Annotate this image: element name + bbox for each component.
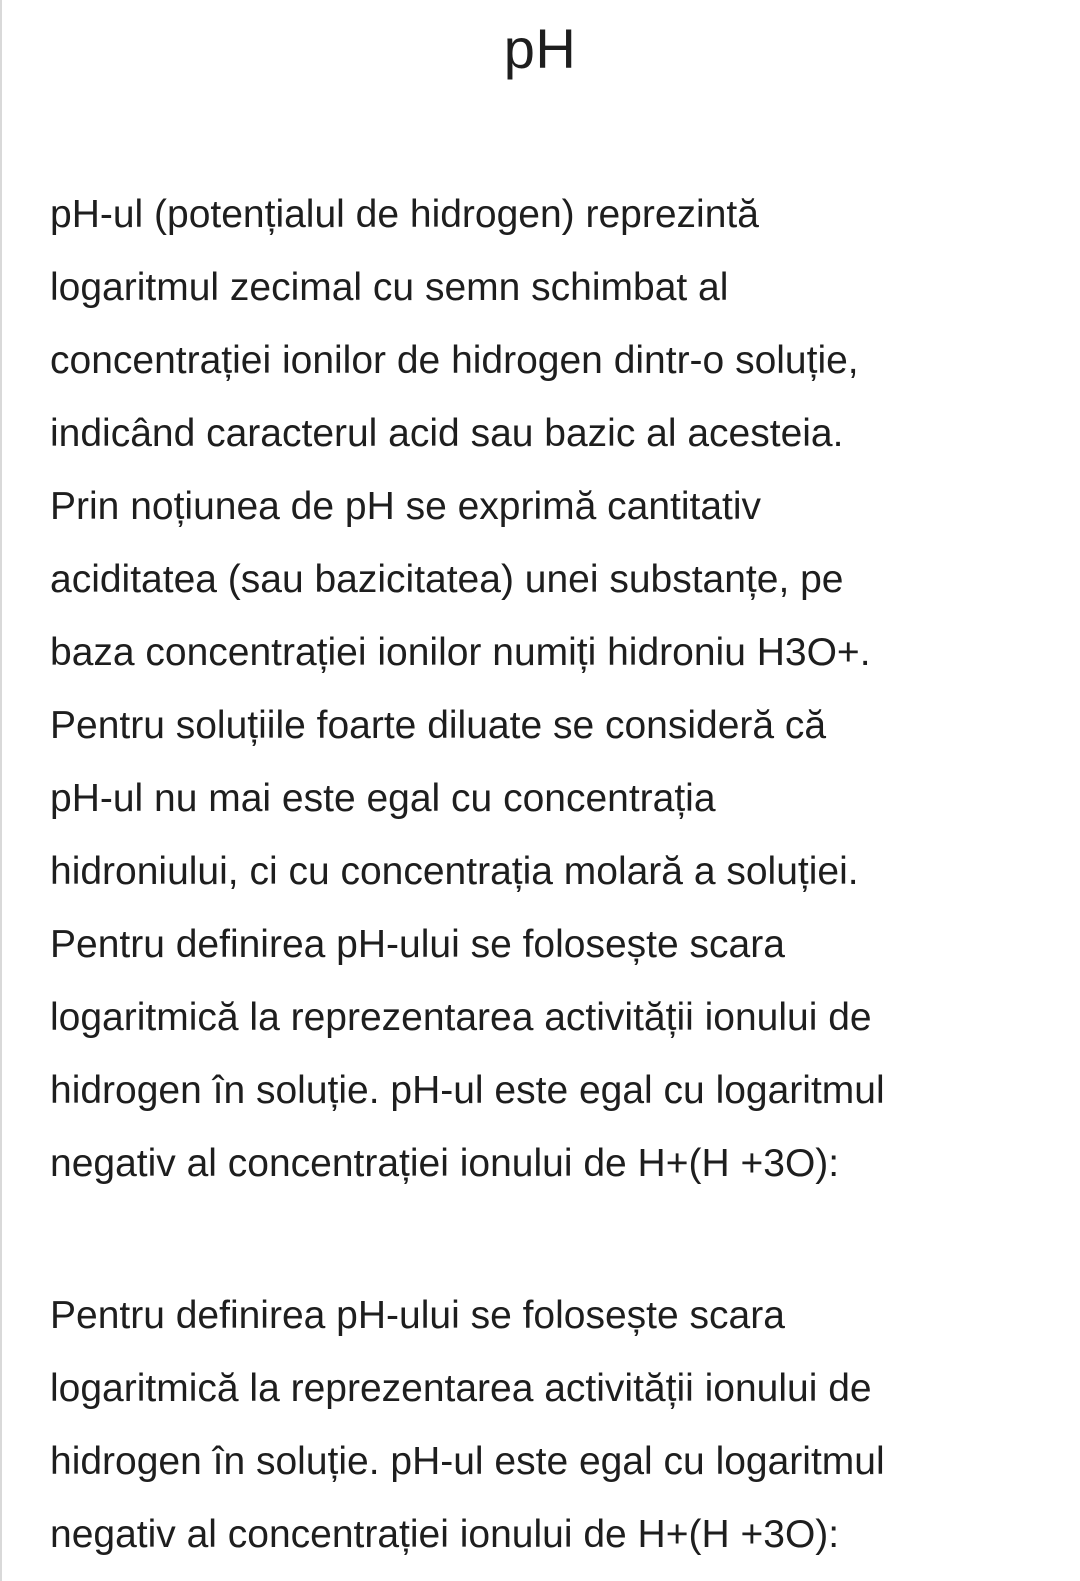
article-paragraph-1: pH-ul (potențialul de hidrogen) reprezintă logaritmul zecimal cu semn schimbat al concentrației ionilor de hidrogen dintr-o soluție, indicând caracterul acid sau bazic al acesteia. Prin noțiunea de pH se exprimă cantitativ aciditatea (sau bazicitatea) unei substanțe, pe baza concentrației ionilor numiți hidroniu H3O+. Pentru soluțiile foarte diluate se consideră că pH-ul nu mai este egal cu concentrația hidroniului, ci cu concentrația molară a soluției. Pentru definirea pH-ului se folosește scara logaritmică la reprezentarea activității ionului de hidrogen în soluție. pH-ul este egal cu logaritmul negativ al concentrației ionului de H+(H +3O): xyxy=(50,193,885,1185)
page-title: pH xyxy=(503,17,577,80)
article-paragraph-2: Pentru definirea pH-ului se folosește scara logaritmică la reprezentarea activității ionului de hidrogen în soluție. pH-ul este egal cu logaritmul negativ al concentrației ionului de H+(H +3O): xyxy=(50,1294,885,1556)
